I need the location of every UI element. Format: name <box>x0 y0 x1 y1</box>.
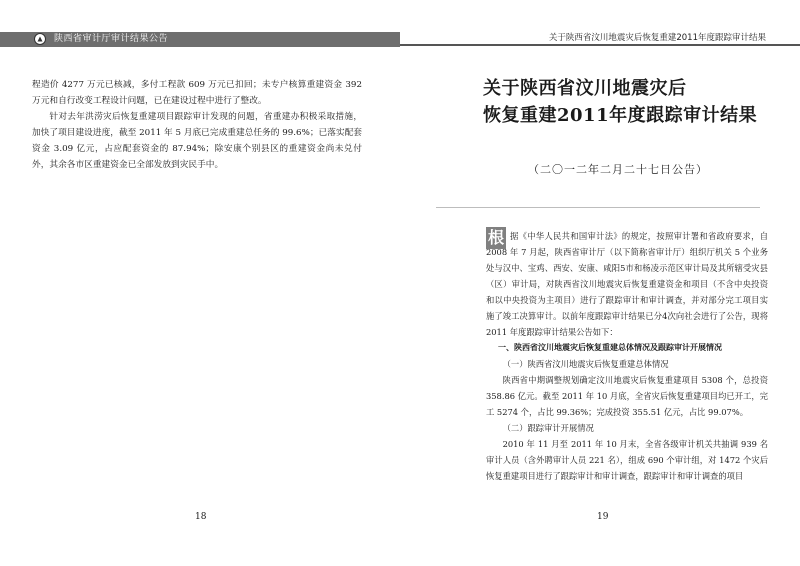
title-line-1: 关于陕西省汶川地震灾后 <box>483 78 687 99</box>
left-header-bar <box>0 32 400 47</box>
announcement-date: （二〇一二年二月二十七日公告） <box>528 163 708 176</box>
right-header-text: 关于陕西省汶川地震灾后恢复重建2011年度跟踪审计结果 <box>548 33 766 43</box>
separator-line <box>436 207 760 208</box>
page-number-right: 19 <box>597 512 609 522</box>
left-paragraph-2: 针对去年洪涝灾后恢复重建项目跟踪审计发现的问题，省重建办积极采取措施，加快了项目建设进度，截至 2011 年 5 月底已完成重建总任务的 99.6%；已落实配套资金 3.09 亿元，占应配套资金的 87.94%；除安康个别县区的重建资金尚未兑付外，其余各市区重建资金已全部发放到灾民手中。 <box>32 112 362 170</box>
subsection-1-body: 陕西省中期调整规划确定汶川地震灾后恢复重建项目 5308 个，总投资 358.86 亿元。截至 2011 年 10 月底，全省灾后恢复重建项目均已开工，完工 5274 个，占比 99.36%；完成投资 355.51 亿元，占比 99.07%。 <box>486 375 768 417</box>
subsection-heading-2: （二）跟踪审计开展情况 <box>502 423 594 433</box>
left-paragraph-1: 程造价 4277 万元已核减，多付工程款 609 万元已扣回；未专户核算重建资金 392 万元和自行改变工程设计问题，已在建设过程中进行了整改。 <box>32 80 362 106</box>
right-header-rule <box>400 44 800 46</box>
page-number-left: 18 <box>195 512 207 522</box>
audit-emblem-icon <box>34 33 46 45</box>
intro-paragraph: 据《中华人民共和国审计法》的规定，按照审计署和省政府要求，自 2008 年 7 月起，陕西省审计厅（以下简称省审计厅）组织厅机关 5 个业务处与汉中、宝鸡、西安、安康、咸阳5市和杨凌示范区审计局及其所辖受灾县（区）审计局，对陕西省汶川地震灾后恢复重建资金和项目（不含中央投资和以中央投资为主项目）进行了跟踪审计和审计调查，并对部分完工项目实施了竣工决算审计。以前年度跟踪审计结果已分4次向社会进行了公告，现将 2011 年度跟踪审计结果公告如下： <box>486 231 768 337</box>
title-line-2: 恢复重建2011年度跟踪审计结果 <box>483 105 758 126</box>
drop-cap: 根 <box>487 228 504 247</box>
subsection-heading-1: （一）陕西省汶川地震灾后恢复重建总体情况 <box>502 359 669 369</box>
section-heading-1: 一、陕西省汶川地震灾后恢复重建总体情况及跟踪审计开展情况 <box>498 343 722 352</box>
left-page-body <box>32 77 362 173</box>
left-header-text: 陕西省审计厅审计结果公告 <box>54 34 169 44</box>
right-page-body <box>486 228 768 484</box>
subsection-2-body: 2010 年 11 月至 2011 年 10 月末，全省各级审计机关共抽调 939 名审计人员（含外聘审计人员 221 名），组成 690 个审计组，对 1472 个灾后恢复重建项目进行了跟踪审计和审计调查，跟踪审计和审计调查的项目 <box>486 439 768 481</box>
page-title <box>483 75 757 129</box>
